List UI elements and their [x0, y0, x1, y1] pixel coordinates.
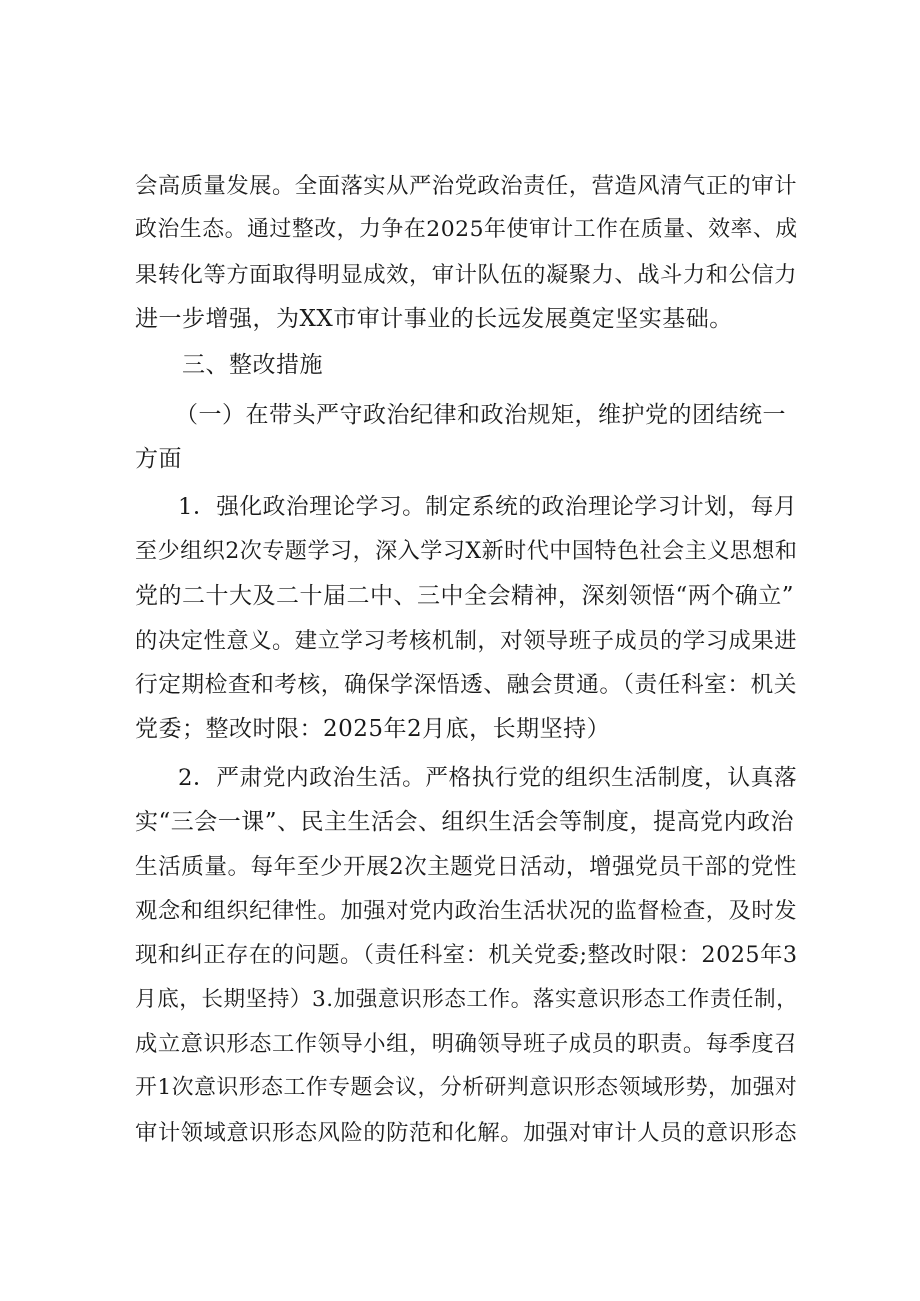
text-line: 观念和组织纪律性。加强对党内政治生活状况的监督检查，及时发 — [135, 898, 798, 924]
text-line: 果转化等方面取得明显成效，审计队伍的凝聚力、战斗力和公信力 — [135, 262, 798, 288]
section-heading: 三、整改措施 — [182, 352, 323, 378]
text-line: 会高质量发展。全面落实从严治党政治责任，营造风清气正的审计 — [135, 173, 798, 199]
text-line: 2．严肃党内政治生活。严格执行党的组织生活制度，认真落 — [178, 765, 798, 791]
text-line: 党委；整改时限：2025年2月底，长期坚持） — [135, 716, 611, 742]
text-line: 政治生态。通过整改，力争在2025年使审计工作在质量、效率、成 — [135, 217, 798, 242]
text-line: 开1次意识形态工作专题会议，分析研判意识形态领域形势，加强对 — [135, 1075, 798, 1100]
subsection-heading: （一）在带头严守政治纪律和政治规矩，维护党的团结统一 — [175, 402, 786, 428]
text-line: 党的二十大及二十届二中、三中全会精神，深刻领悟“两个确立” — [135, 583, 795, 609]
text-line: 行定期检查和考核，确保学深悟透、融会贯通。（责任科室：机关 — [135, 672, 797, 698]
text-line: 实“三会一课”、民主生活会、组织生活会等制度，提高党内政治 — [135, 809, 795, 835]
text-line: 现和纠正存在的问题。（责任科室：机关党委;整改时限：2025年3 — [135, 942, 798, 968]
text-line: 至少组织2次专题学习，深入学习X新时代中国特色社会主义思想和 — [135, 539, 798, 564]
text-line: 成立意识形态工作领导小组，明确领导班子成员的职责。每季度召 — [135, 1031, 798, 1057]
text-line: 审计领域意识形态风险的防范和化解。加强对审计人员的意识形态 — [135, 1120, 798, 1146]
subsection-heading: 方面 — [135, 446, 182, 472]
text-line: 月底，长期坚持）3.加强意识形态工作。落实意识形态工作责任制， — [135, 987, 799, 1012]
text-line: 的决定性意义。建立学习考核机制，对领导班子成员的学习成果进 — [135, 628, 798, 654]
text-line: 生活质量。每年至少开展2次主题党日活动，增强党员干部的党性 — [135, 854, 797, 880]
text-line: 进一步增强，为XX市审计事业的长远发展奠定坚实基础。 — [135, 306, 733, 332]
text-line: 1．强化政治理论学习。制定系统的政治理论学习计划，每月 — [178, 494, 798, 520]
